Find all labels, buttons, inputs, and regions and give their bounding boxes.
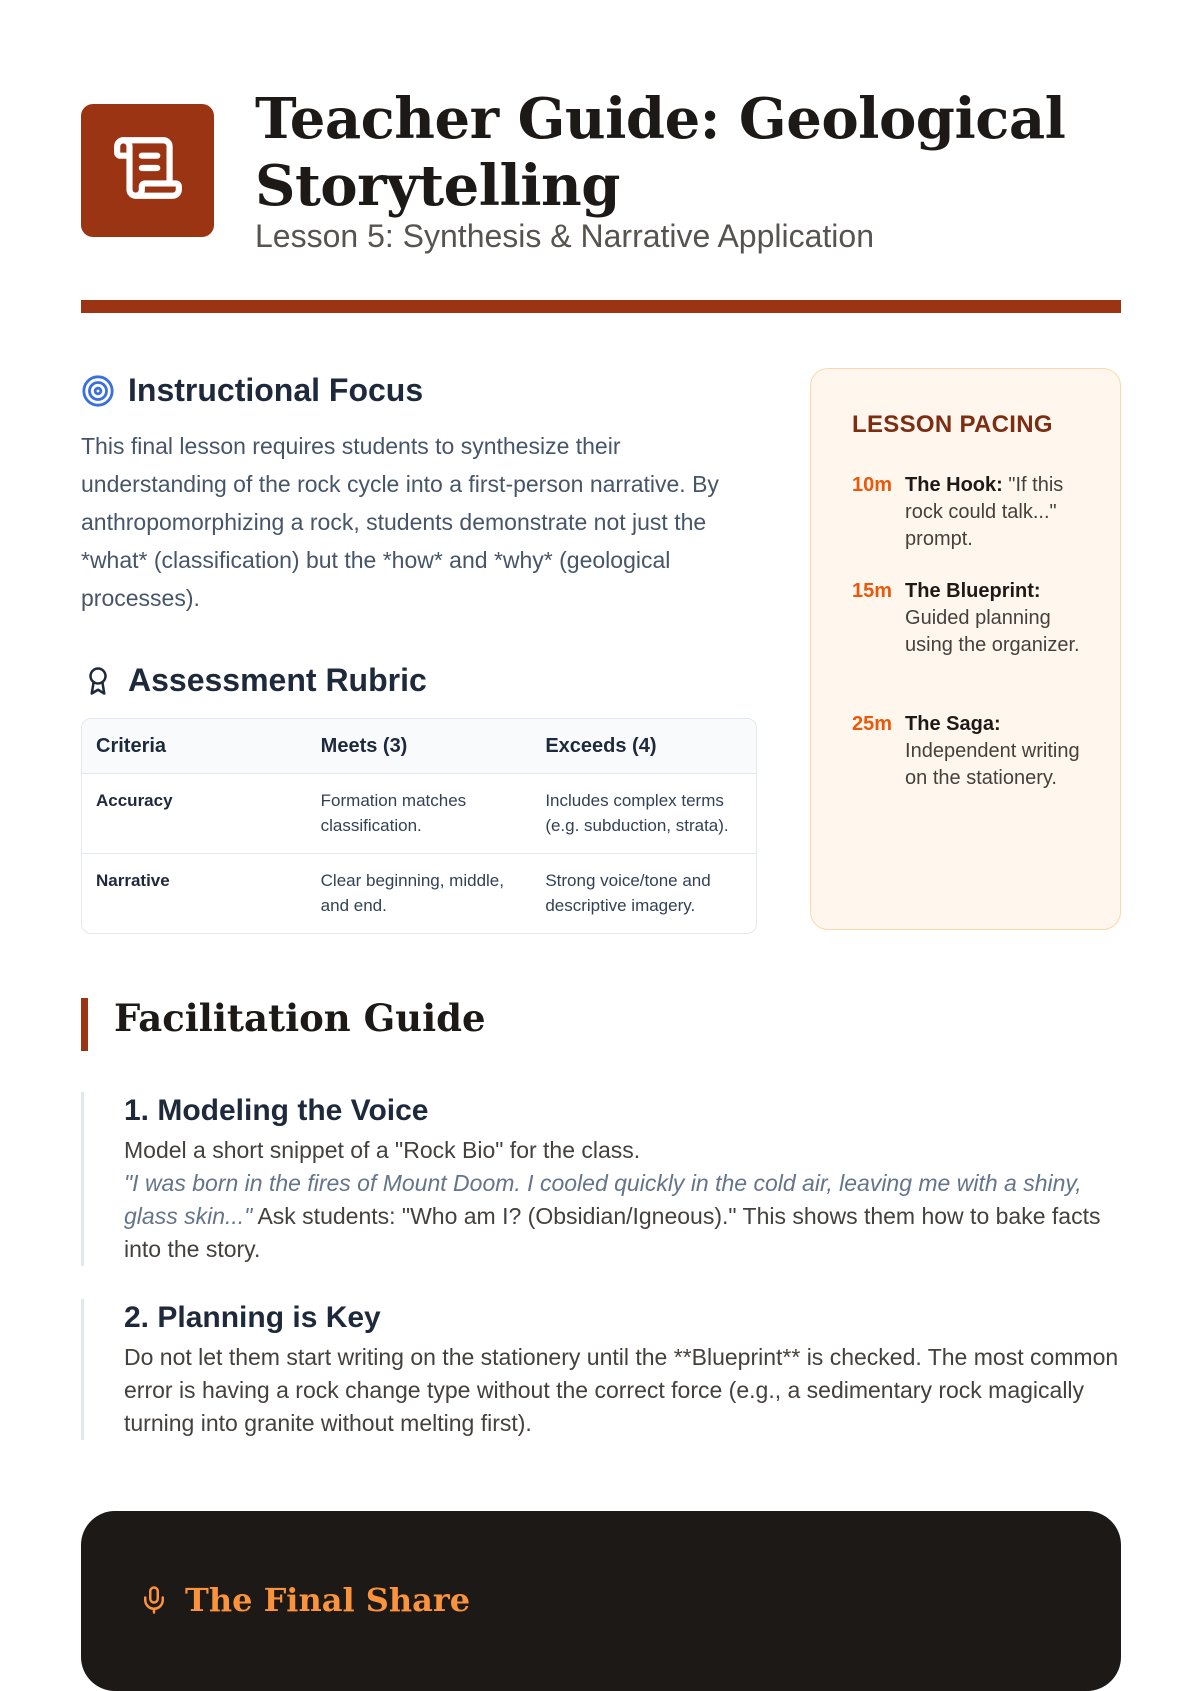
assessment-rubric-heading: [81, 662, 427, 699]
column-header-criteria: Criteria: [82, 719, 307, 774]
cell-exceeds: Strong voice/tone and descriptive imagery.: [531, 854, 756, 934]
pacing-label: The Blueprint:: [905, 580, 1041, 602]
award-icon: [81, 664, 115, 698]
instructional-focus-heading: [81, 372, 423, 409]
microphone-icon: [139, 1584, 169, 1616]
facilitation-guide-accent-bar: [81, 998, 88, 1051]
pacing-label: The Saga:: [905, 713, 1001, 735]
final-share-title: The Final Share: [185, 1581, 471, 1619]
pacing-description: [905, 711, 1092, 792]
header: [81, 86, 1121, 286]
guide-step-intro: Model a short snippet of a "Rock Bio" for the class.: [124, 1137, 641, 1163]
cell-criteria: Narrative: [82, 854, 307, 934]
rubric-table: [81, 718, 757, 934]
instructional-focus-text: This final lesson requires students to synthesize their understanding of the rock cycle into a first-person narrative. By anthropomorphizing a rock, students demonstrate not just the *what* (classification) but the *how* and *why* (geological processes).: [81, 433, 719, 611]
rubric-header-row: [82, 719, 756, 774]
header-divider: [81, 300, 1121, 313]
pacing-text: "If this rock could talk..." prompt.: [905, 474, 1064, 550]
assessment-rubric-title: Assessment Rubric: [128, 662, 427, 698]
column-header-meets: Meets (3): [307, 719, 532, 774]
pacing-description: [905, 578, 1092, 659]
logo-badge: [81, 104, 214, 237]
guide-step: [81, 1299, 1121, 1440]
facilitation-guide-heading: Facilitation Guide: [114, 996, 486, 1040]
guide-step-followup: Ask students: "Who am I? (Obsidian/Igneous)." This shows them how to bake facts into the story.: [124, 1203, 1101, 1262]
pacing-description: [905, 472, 1092, 553]
table-row: [82, 854, 756, 934]
scroll-icon: [111, 131, 185, 210]
column-header-exceeds: Exceeds (4): [531, 719, 756, 774]
pacing-time: 25m: [852, 713, 893, 735]
pacing-time: 15m: [852, 580, 893, 602]
guide-step-quote: "I was born in the fires of Mount Doom. I cooled quickly in the cold air, leaving me with a shiny, glass skin...": [124, 1170, 1082, 1229]
guide-step-title: 1. Modeling the Voice: [124, 1094, 429, 1127]
guide-step: [81, 1092, 1121, 1266]
pacing-item: [852, 472, 1092, 553]
guide-step-title: 2. Planning is Key: [124, 1301, 381, 1334]
pacing-text: Independent writing on the stationery.: [905, 740, 1080, 789]
table-row: [82, 774, 756, 854]
page-subtitle: Lesson 5: Synthesis & Narrative Application: [255, 218, 874, 254]
instructional-focus-title: Instructional Focus: [128, 372, 424, 408]
guide-step-body: [124, 1134, 1121, 1266]
lesson-pacing-card: [810, 368, 1121, 930]
page-title: Teacher Guide: Geological Storytelling: [255, 86, 1066, 219]
pacing-text: Guided planning using the organizer.: [905, 607, 1080, 656]
pacing-time: 10m: [852, 474, 893, 496]
target-icon: [81, 374, 115, 408]
cell-meets: Formation matches classification.: [320, 791, 467, 835]
final-share-heading: [139, 1581, 470, 1619]
cell-criteria: Accuracy: [96, 791, 173, 810]
final-share-card: [81, 1511, 1121, 1691]
pacing-item: [852, 578, 1092, 659]
guide-step-body: Do not let them start writing on the stationery until the **Blueprint** is checked. The most common error is having a rock change type without the correct force (e.g., a sedimentary rock magically turning into granite without melting first).: [124, 1344, 1119, 1436]
cell-exceeds: Includes complex terms (e.g. subduction, strata).: [545, 791, 729, 835]
cell-meets: Clear beginning, middle, and end.: [307, 854, 532, 934]
pacing-item: [852, 711, 1092, 792]
pacing-label: The Hook:: [905, 474, 1003, 496]
lesson-pacing-heading: LESSON PACING: [852, 411, 1053, 438]
